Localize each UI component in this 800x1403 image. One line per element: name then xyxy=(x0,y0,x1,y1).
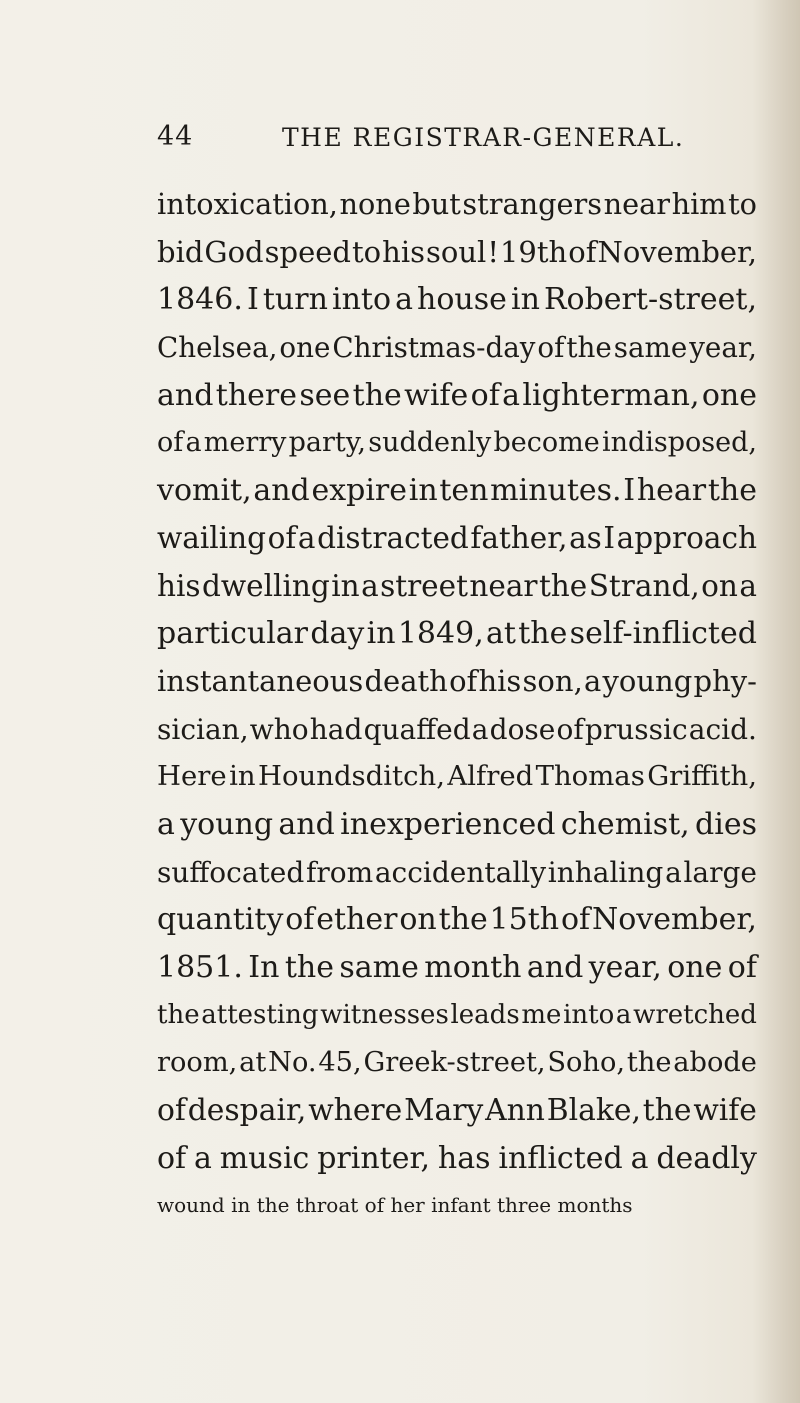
text-line: Here in Houndsditch, Alfred Thomas Griffith, xyxy=(157,760,757,793)
text-line: Chelsea, one Christmas-day of the same year, xyxy=(157,331,757,365)
text-line: wound in the throat of her infant three months xyxy=(157,1193,633,1218)
text-line: his dwelling in a street near the Strand, on a xyxy=(157,568,757,603)
text-line: of a music printer, has inflicted a deadly xyxy=(157,1140,757,1176)
text-line: vomit, and expire in ten minutes. I hear the xyxy=(157,473,757,509)
text-line: of despair, where Mary Ann Blake, the wife xyxy=(157,1093,757,1129)
text-line: room, at No. 45, Greek-street, Soho, the abode xyxy=(157,1047,757,1079)
text-line: bid God speed to his soul ! 19th of November, xyxy=(157,234,757,269)
text-line: particular day in 1849, at the self-inflicted xyxy=(157,616,757,652)
text-line: quantity of ether on the 15th of November, xyxy=(157,902,757,938)
text-line: suffocated from accidentally inhaling a large xyxy=(157,855,757,889)
text-line: 1846. I turn into a house in Robert-street, xyxy=(157,282,757,318)
text-line: 1851. In the same month and year, one of xyxy=(157,950,757,985)
text-line: intoxication, none but strangers near him to xyxy=(157,187,757,221)
text-line: and there see the wife of a lighterman, one xyxy=(157,377,757,413)
page-number: 44 xyxy=(157,121,194,152)
text-line: sician, who had quaffed a dose of prussic acid. xyxy=(157,712,757,746)
text-line: wailing of a distracted father, as I approach xyxy=(157,520,757,555)
text-line: a young and inexperienced chemist, dies xyxy=(157,806,757,842)
running-head: THE REGISTRAR-GENERAL. xyxy=(282,123,685,152)
text-line: of a merry party, suddenly become indisposed, xyxy=(157,427,757,459)
body-text xyxy=(157,181,757,1230)
text-line: instantaneous death of his son, a young phy- xyxy=(157,663,757,698)
text-line: the attesting witnesses leads me into a wretched xyxy=(157,999,757,1030)
